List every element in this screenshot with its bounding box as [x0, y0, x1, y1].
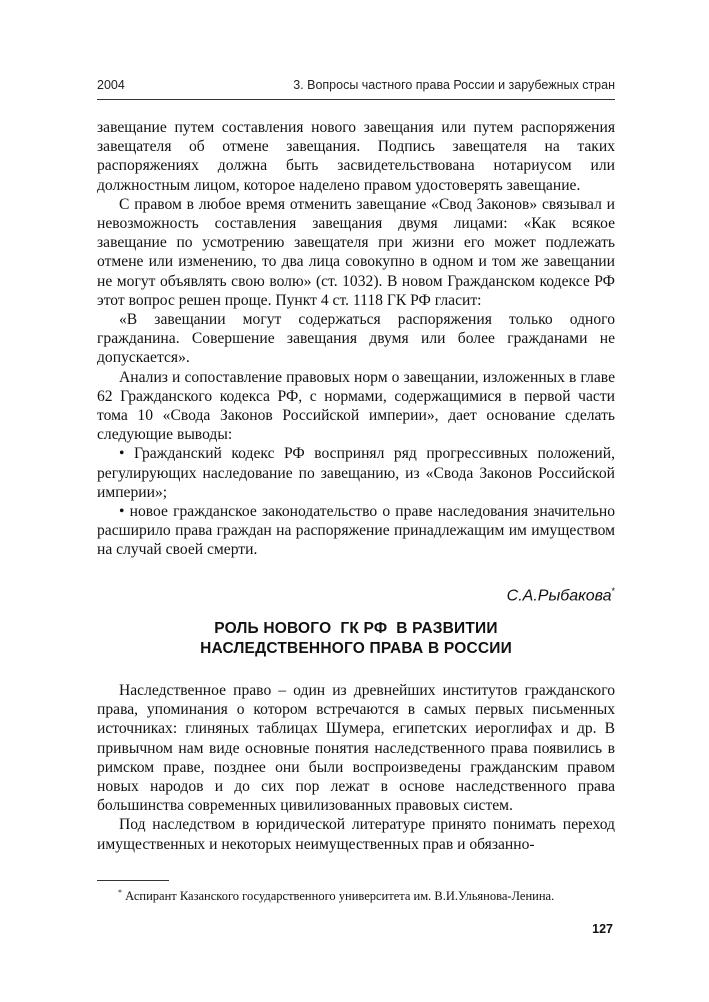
footnote-rule [97, 880, 169, 881]
page-number: 127 [592, 922, 613, 936]
bullet-item: • новое гражданское законодательство о праве наследования значительно расширило права граждан на распоряжение принадлежащим им имуществом на случай своей смерти. [97, 503, 615, 559]
header-year: 2004 [97, 78, 125, 92]
title-line: НАСЛЕДСТВЕННОГО ПРАВА В РОССИИ [200, 640, 512, 657]
paragraph: завещание путем составления нового завещания или путем распоряжения завещателя об отмене завещания. Подпись завещателя на таких распоряжениях должна быть засвидетельствована нотариусом или должностным лицом, которое наделено правом удостоверять завещание. [97, 119, 615, 194]
running-header [97, 78, 615, 100]
header-section-title: 3. Вопросы частного права России и зарубежных стран [293, 78, 615, 92]
article-body [97, 681, 615, 854]
footnote-text: Аспирант Казанского государственного университета им. В.И.Ульянова-Ленина. [122, 889, 555, 904]
paragraph: Наследственное право – один из древнейших институтов гражданского права, упоминания о котором встречаются в самых первых письменных источниках: глиняных таблицах Шумера, египетских иероглифах и др. В привычном нам виде основные понятия наследственного права появились в римском праве, позднее они были воспроизведены гражданским правом новых народов и до сих пор лежат в основе наследственного права большинства современных цивилизованных правовых систем. [97, 682, 615, 815]
paragraph: Анализ и сопоставление правовых норм о завещании, изложенных в главе 62 Гражданского кодекса РФ, с нормами, содержащимися в первой части тома 10 «Свода Законов Российской империи», дает основание сделать следующие выводы: [97, 368, 615, 444]
author-name [507, 586, 615, 605]
author-footnote-mark: * [611, 586, 615, 596]
previous-article-text [97, 118, 615, 560]
footnote-mark: * [118, 888, 122, 897]
footnote [118, 888, 554, 904]
bullet-item: • Гражданский кодекс РФ воспринял ряд прогрессивных положений, регулирующих наследование по завещанию, из «Свода Законов Российской империи»; [97, 445, 615, 501]
header-rule [97, 99, 615, 100]
paragraph: С правом в любое время отменить завещание «Свод Законов» связывал и невозможность составления завещания двумя лицами: «Как всякое завещание по усмотрению завещателя при жизни его может подлежать отмене или изменению, то два лица совокупно в одном и том же завещании не могут объявлять свою волю» (ст. 1032). В новом Гражданском кодексе РФ этот вопрос решен проще. Пункт 4 ст. 1118 ГК РФ гласит: [97, 195, 615, 309]
paragraph: «В завещании могут содержаться распоряжения только одного гражданина. Совершение завещания двумя или более гражданами не допускается». [97, 311, 615, 367]
title-line: РОЛЬ НОВОГО ГК РФ В РАЗВИТИИ [214, 620, 498, 637]
article-title [97, 619, 615, 659]
author-name-text: С.А.Рыбакова [506, 587, 612, 605]
paragraph: Под наследством в юридической литературе принято понимать переход имущественных и некоторых неимущественных прав и обязанно- [97, 816, 615, 853]
